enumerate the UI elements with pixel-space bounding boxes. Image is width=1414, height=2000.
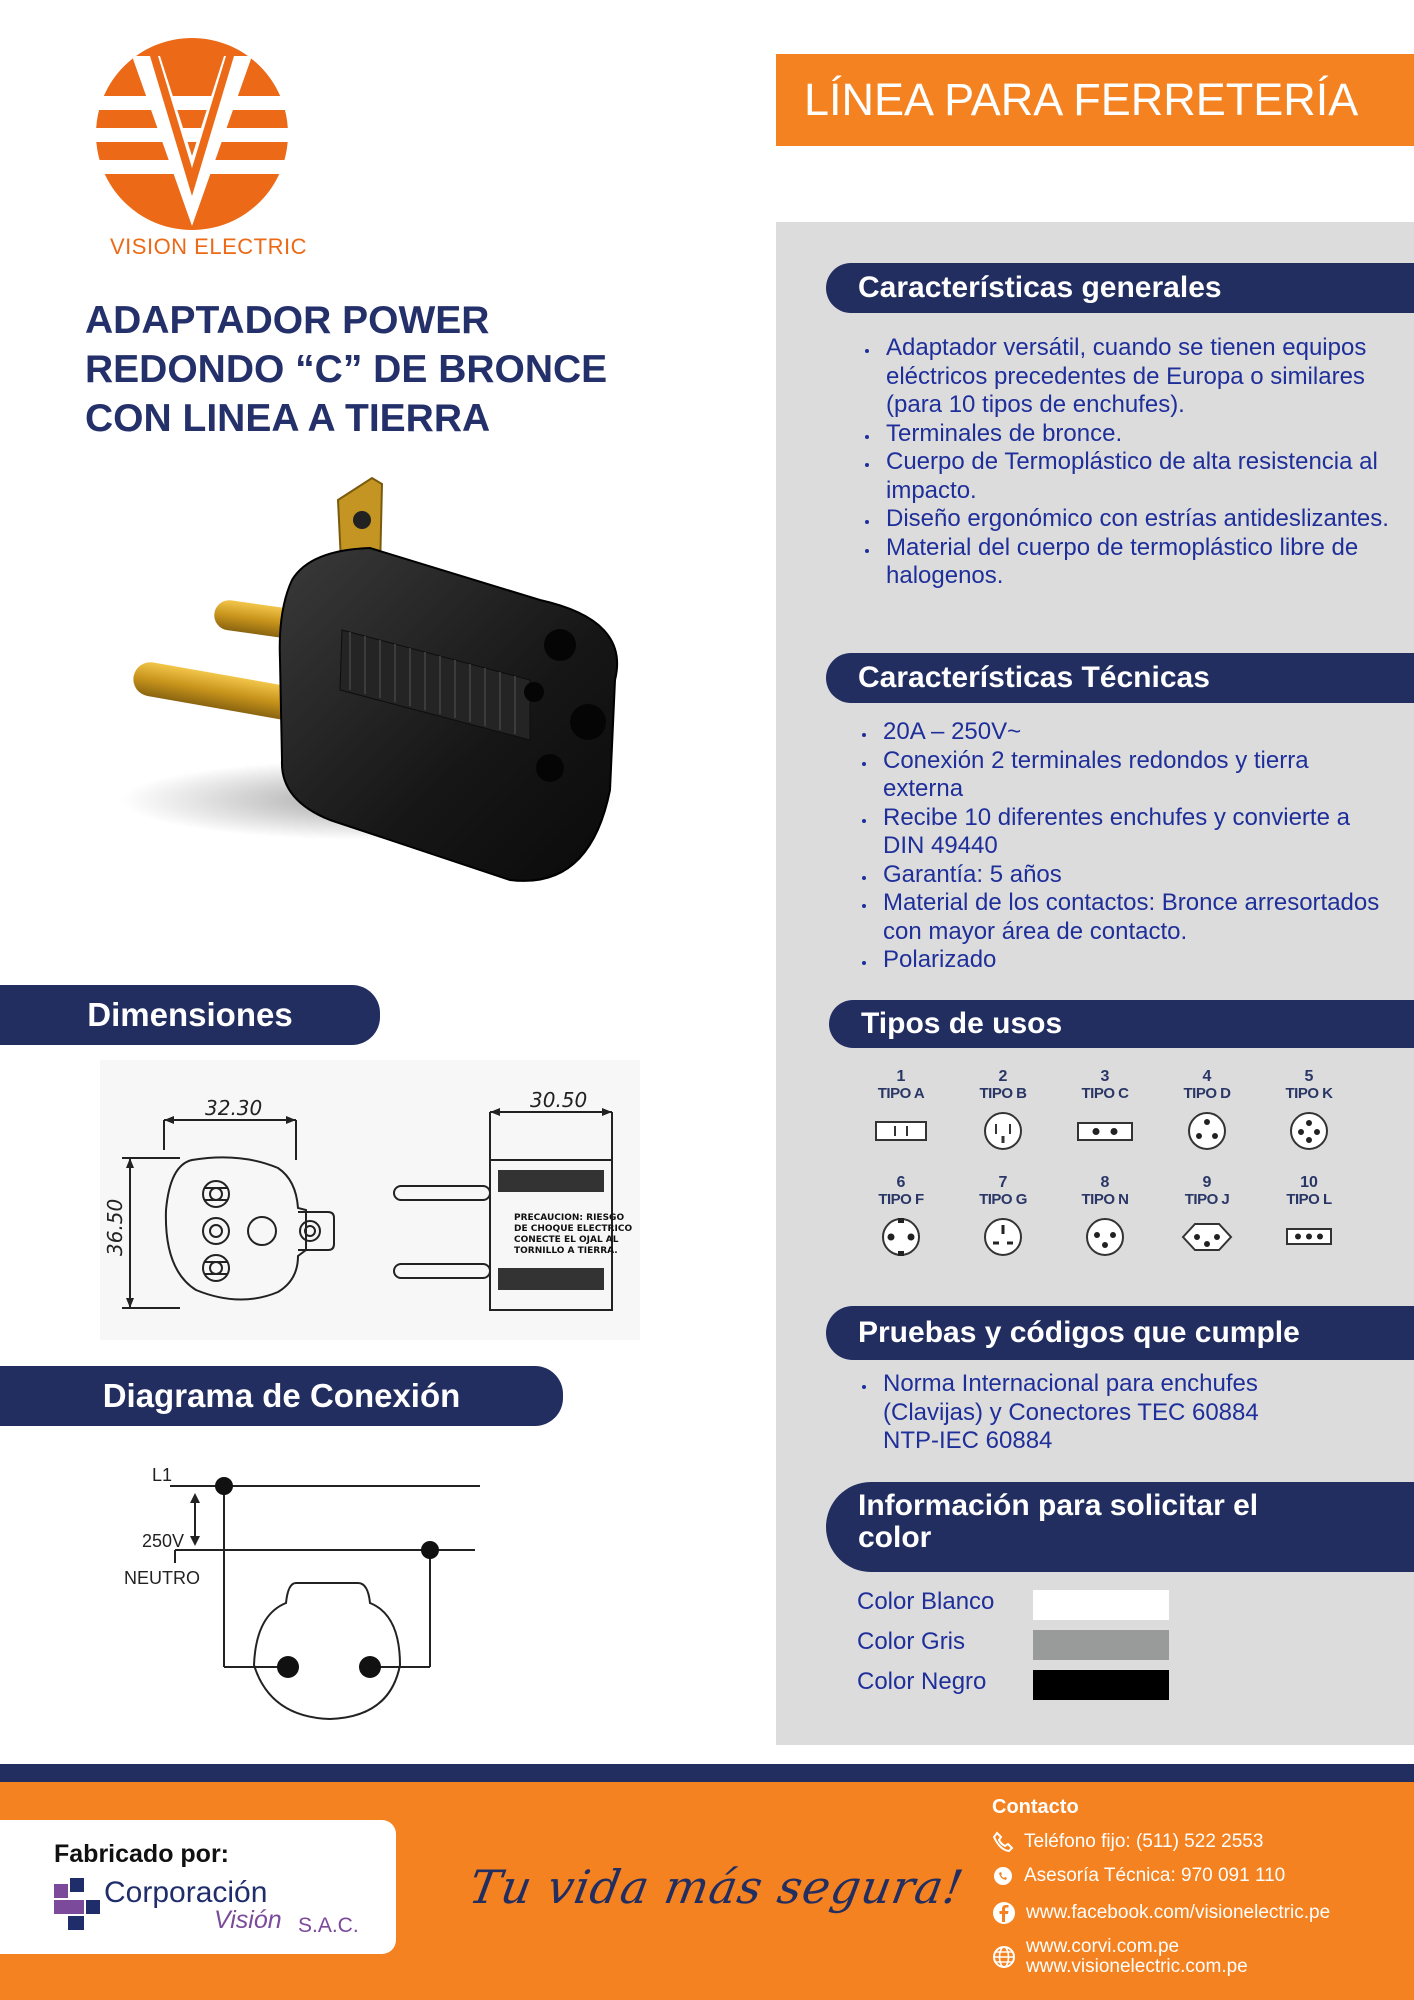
- color-label: Color Negro: [857, 1668, 987, 1695]
- color-row-white: [857, 1588, 994, 1616]
- corporacion-vision-logo-icon: [54, 1878, 102, 1930]
- product-title-line: ADAPTADOR POWER: [85, 299, 490, 342]
- product-title: [85, 296, 685, 443]
- footer-divider: [0, 1764, 1414, 1782]
- tests-list: [855, 1370, 1297, 1456]
- usage-type-name: TIPO B: [979, 1085, 1027, 1102]
- usage-type-number: 2: [998, 1068, 1008, 1085]
- list-item: • Terminales de bronce.: [880, 420, 1400, 449]
- usage-header: Tipos de usos: [829, 1000, 1414, 1048]
- technical-list: [855, 718, 1387, 975]
- manufacturer-card: [0, 1820, 396, 1954]
- color-info-header: [826, 1482, 1414, 1572]
- web-link[interactable]: www.corvi.com.pe: [1026, 1936, 1180, 1957]
- dimensions-drawing: [100, 1060, 640, 1340]
- contact-facebook[interactable]: [992, 1901, 1412, 1925]
- warning-text: DE CHOQUE ELECTRICO: [514, 1224, 633, 1234]
- web-link[interactable]: www.visionelectric.com.pe: [1026, 1956, 1248, 1977]
- technical-header: Características Técnicas: [826, 653, 1414, 703]
- color-info-title: Información para solicitar el color: [858, 1489, 1259, 1554]
- usage-type-name: TIPO L: [1286, 1191, 1332, 1208]
- warning-text: TORNILLO A TIERRA.: [514, 1246, 618, 1256]
- globe-icon: [992, 1945, 1016, 1969]
- black-swatch: [1033, 1670, 1169, 1700]
- usage-type-number: 1: [896, 1068, 906, 1085]
- contact-block: [992, 1796, 1412, 1977]
- contact-web[interactable]: [992, 1937, 1412, 1977]
- whatsapp-icon: [992, 1865, 1014, 1887]
- color-row-gray: [857, 1628, 965, 1656]
- color-row-black: [857, 1668, 986, 1696]
- product-title-line: REDONDO “C” DE BRONCE: [85, 348, 608, 391]
- maker-name-line1: Corporación: [104, 1876, 268, 1909]
- usage-type: [1157, 1068, 1257, 1156]
- plug-type-b-icon: [975, 1111, 1031, 1151]
- usage-type-number: 9: [1202, 1174, 1212, 1191]
- usage-type-name: TIPO N: [1081, 1191, 1129, 1208]
- maker-suffix: S.A.C.: [298, 1914, 359, 1937]
- usage-type: [953, 1174, 1053, 1262]
- facebook-link[interactable]: www.facebook.com/visionelectric.pe: [1026, 1902, 1331, 1923]
- product-image: [110, 470, 670, 910]
- list-item: • Cuerpo de Termoplástico de alta resistencia al impacto.: [880, 448, 1400, 505]
- contact-phone: [992, 1831, 1412, 1853]
- usage-type-number: 4: [1202, 1068, 1212, 1085]
- list-item: • Material del cuerpo de termoplástico libre de halogenos.: [880, 534, 1400, 591]
- vision-electric-logo: [92, 36, 292, 236]
- plug-type-a-icon: [873, 1111, 929, 1151]
- plug-type-f-icon: [873, 1217, 929, 1257]
- warning-text: CONECTE EL OJAL AL: [514, 1235, 619, 1245]
- usage-type-name: TIPO J: [1184, 1191, 1230, 1208]
- plug-type-d-icon: [1179, 1111, 1235, 1151]
- dimension-height-label: 36.50: [103, 1198, 127, 1256]
- usage-type-number: 8: [1100, 1174, 1110, 1191]
- plug-type-l-icon: [1281, 1217, 1337, 1257]
- logo-text: VISION ELECTRIC: [110, 234, 307, 259]
- usage-grid: [851, 1068, 1371, 1262]
- color-label: Color Blanco: [857, 1588, 995, 1615]
- usage-type: [1157, 1174, 1257, 1262]
- contact-title: Contacto: [992, 1796, 1079, 1818]
- tests-header: Pruebas y códigos que cumple: [826, 1306, 1414, 1360]
- usage-type-number: 3: [1100, 1068, 1110, 1085]
- usage-type-number: 10: [1300, 1174, 1318, 1191]
- general-list: [858, 334, 1400, 591]
- usage-type-name: TIPO K: [1285, 1085, 1333, 1102]
- usage-type: [851, 1068, 951, 1156]
- usage-type: [1055, 1068, 1155, 1156]
- list-item: • Norma Internacional para enchufes (Clavijas) y Conectores TEC 60884 NTP-IEC 60884: [877, 1370, 1297, 1456]
- connection-diagram: [110, 1455, 510, 1730]
- made-by-label: Fabricado por:: [54, 1840, 230, 1868]
- phone-icon: [992, 1831, 1014, 1853]
- maker-name-line2: Visión: [214, 1906, 282, 1934]
- list-item: • Diseño ergonómico con estrías antideslizantes.: [880, 505, 1400, 534]
- usage-type: [1259, 1174, 1359, 1262]
- list-item: • Material de los contactos: Bronce arresortados con mayor área de contacto.: [877, 889, 1387, 946]
- plug-type-c-icon: [1077, 1111, 1133, 1151]
- white-swatch: [1033, 1590, 1169, 1620]
- neutral-label: NEUTRO: [124, 1568, 200, 1588]
- usage-type-name: TIPO A: [877, 1085, 925, 1102]
- plug-type-g-icon: [975, 1217, 1031, 1257]
- usage-type: [953, 1068, 1053, 1156]
- gray-swatch: [1033, 1630, 1169, 1660]
- dimension-width-label: 32.30: [205, 1096, 263, 1120]
- usage-type: [1259, 1068, 1359, 1156]
- list-item: • Conexión 2 terminales redondos y tierra externa: [877, 747, 1387, 804]
- list-item: • 20A – 250V~: [877, 718, 1387, 747]
- list-item: • Recibe 10 diferentes enchufes y convierte a DIN 49440: [877, 804, 1387, 861]
- usage-type: [1055, 1174, 1155, 1262]
- usage-type-name: TIPO D: [1183, 1085, 1231, 1102]
- l1-label: L1: [152, 1465, 173, 1485]
- list-item: • Polarizado: [877, 946, 1387, 975]
- phone-text: Teléfono fijo: (511) 522 2553: [1024, 1831, 1264, 1852]
- diagram-header: Diagrama de Conexión: [0, 1366, 563, 1426]
- usage-type: [851, 1174, 951, 1262]
- general-header: Características generales: [826, 263, 1414, 313]
- line-banner: LÍNEA PARA FERRETERÍA: [776, 54, 1414, 146]
- plug-type-n-icon: [1077, 1217, 1133, 1257]
- dimension-depth-label: 30.50: [530, 1088, 588, 1112]
- usage-type-name: TIPO C: [1081, 1085, 1129, 1102]
- usage-type-name: TIPO F: [878, 1191, 924, 1208]
- plug-type-k-icon: [1281, 1111, 1337, 1151]
- whatsapp-text: Asesoría Técnica: 970 091 110: [1024, 1865, 1286, 1886]
- slogan: Tu vida más segura!: [465, 1860, 968, 1914]
- usage-type-number: 5: [1304, 1068, 1314, 1085]
- list-item: • Garantía: 5 años: [877, 861, 1387, 890]
- facebook-icon: [992, 1901, 1016, 1925]
- voltage-label: 250V: [142, 1531, 185, 1551]
- contact-whatsapp: [992, 1865, 1412, 1887]
- warning-text: PRECAUCION: RIESGO: [514, 1213, 625, 1223]
- color-label: Color Gris: [857, 1628, 966, 1655]
- list-item: • Adaptador versátil, cuando se tienen equipos eléctricos precedentes de Europa o similares (para 10 tipos de enchufes).: [880, 334, 1400, 420]
- usage-type-number: 7: [998, 1174, 1008, 1191]
- product-title-line: CON LINEA A TIERRA: [85, 397, 491, 440]
- plug-type-j-icon: [1179, 1217, 1235, 1257]
- usage-type-number: 6: [896, 1174, 906, 1191]
- dimensions-header: Dimensiones: [0, 985, 380, 1045]
- usage-type-name: TIPO G: [979, 1191, 1027, 1208]
